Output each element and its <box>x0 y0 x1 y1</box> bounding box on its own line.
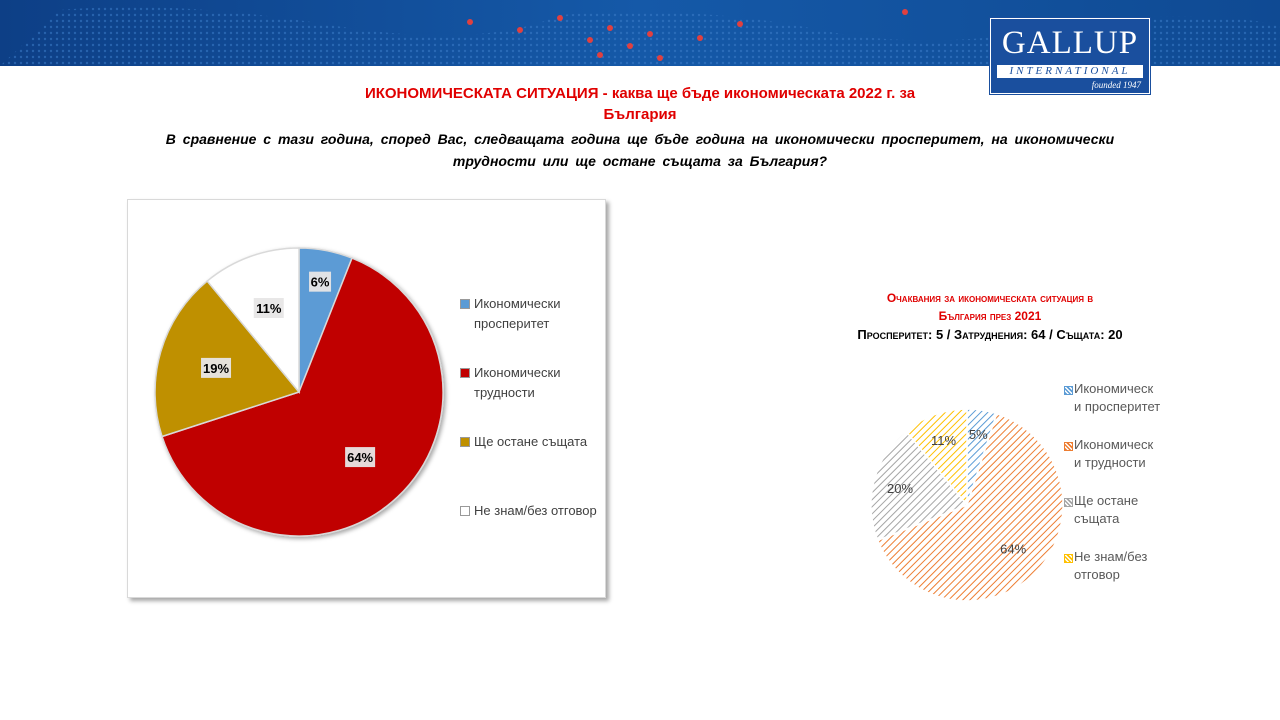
title-line-2: България <box>603 106 677 123</box>
pie2-label-difficulties: 64% <box>1000 541 1027 557</box>
legend-item-prosperity <box>460 294 600 363</box>
legend-item-same <box>460 432 600 501</box>
legend2-label-difficulties <box>1074 436 1214 472</box>
pie2-label-same: 20% <box>887 480 914 496</box>
legend2-swatch-dont-know <box>1064 554 1073 563</box>
data-label-dont-know: 11% <box>256 300 282 316</box>
legend-2021 <box>1064 380 1214 604</box>
legend2-swatch-same <box>1064 498 1073 507</box>
legend-label-difficulties: Икономически трудности <box>474 365 561 400</box>
data-label-difficulties: 64% <box>347 450 374 466</box>
legend2-label-prosperity-line-1: Икономическ <box>1074 381 1154 396</box>
legend2-swatch-prosperity <box>1064 386 1073 395</box>
data-label-same: 19% <box>203 360 230 376</box>
legend-swatch-difficulties <box>460 368 470 378</box>
legend2-label-same <box>1074 492 1214 528</box>
survey-question <box>140 128 1140 172</box>
chart-2021-title <box>790 289 1190 325</box>
legend2-swatch-difficulties <box>1064 442 1073 451</box>
legend-swatch-same <box>460 437 470 447</box>
legend-swatch-prosperity <box>460 299 470 309</box>
data-label-prosperity: 6% <box>310 274 330 290</box>
legend-swatch-dont-know <box>460 506 470 516</box>
title-line-1: ИКОНОМИЧЕСКАТА СИТУАЦИЯ - каква ще бъде икономическата 2022 г. за <box>364 85 916 102</box>
legend2-item-dont-know <box>1064 548 1214 604</box>
legend2-item-same <box>1064 492 1214 548</box>
legend-2022 <box>460 294 600 570</box>
legend2-label-difficulties-line-2: и трудности <box>1074 455 1146 470</box>
question-line-1: В сравнение с тази година, според Вас, следващата година ще бъде година на икономически просперитет, на икономически <box>165 131 1115 147</box>
gallup-logo <box>990 18 1150 94</box>
legend2-label-prosperity <box>1074 380 1214 416</box>
question-line-2: трудности или ще остане същата за България? <box>452 153 828 169</box>
legend2-label-dont-know-line-1: Не знам/без <box>1074 549 1148 564</box>
legend2-label-difficulties-line-1: Икономическ <box>1074 437 1154 452</box>
legend-item-difficulties <box>460 363 600 432</box>
legend-label-dont-know: Не знам/без отговор <box>474 503 597 518</box>
legend-label-prosperity: Икономически просперитет <box>474 296 561 331</box>
legend2-label-dont-know <box>1074 548 1214 584</box>
legend-label-same: Ще остане същата <box>474 434 588 449</box>
logo-text-gallup: GALLUP <box>1001 25 1139 61</box>
legend2-label-prosperity-line-2: и просперитет <box>1074 399 1161 414</box>
legend2-item-prosperity <box>1064 380 1214 436</box>
pie2-label-dont-know: 11% <box>931 432 957 448</box>
chart-2022-panel <box>127 199 606 598</box>
legend2-item-difficulties <box>1064 436 1214 492</box>
legend2-label-same-line-2: същата <box>1074 511 1120 526</box>
pie2-label-prosperity: 5% <box>968 426 988 442</box>
chart-2021-subtitle: Просперитет: 5 / Затруднения: 64 / Същата: 20 <box>857 327 1123 342</box>
legend-item-dont-know <box>460 501 600 570</box>
chart-2021-title-line-1: Очаквания за икономическата ситуация в <box>886 291 1094 305</box>
legend2-label-dont-know-line-2: отговор <box>1074 567 1120 582</box>
logo-text-founded: founded 1947 <box>1091 80 1141 90</box>
page-title <box>290 83 990 125</box>
pie-chart-2021 <box>860 398 1074 612</box>
logo-text-international: INTERNATIONAL <box>997 65 1143 78</box>
chart-2021-title-line-2: България през 2021 <box>938 309 1042 323</box>
legend2-label-same-line-1: Ще остане <box>1074 493 1139 508</box>
